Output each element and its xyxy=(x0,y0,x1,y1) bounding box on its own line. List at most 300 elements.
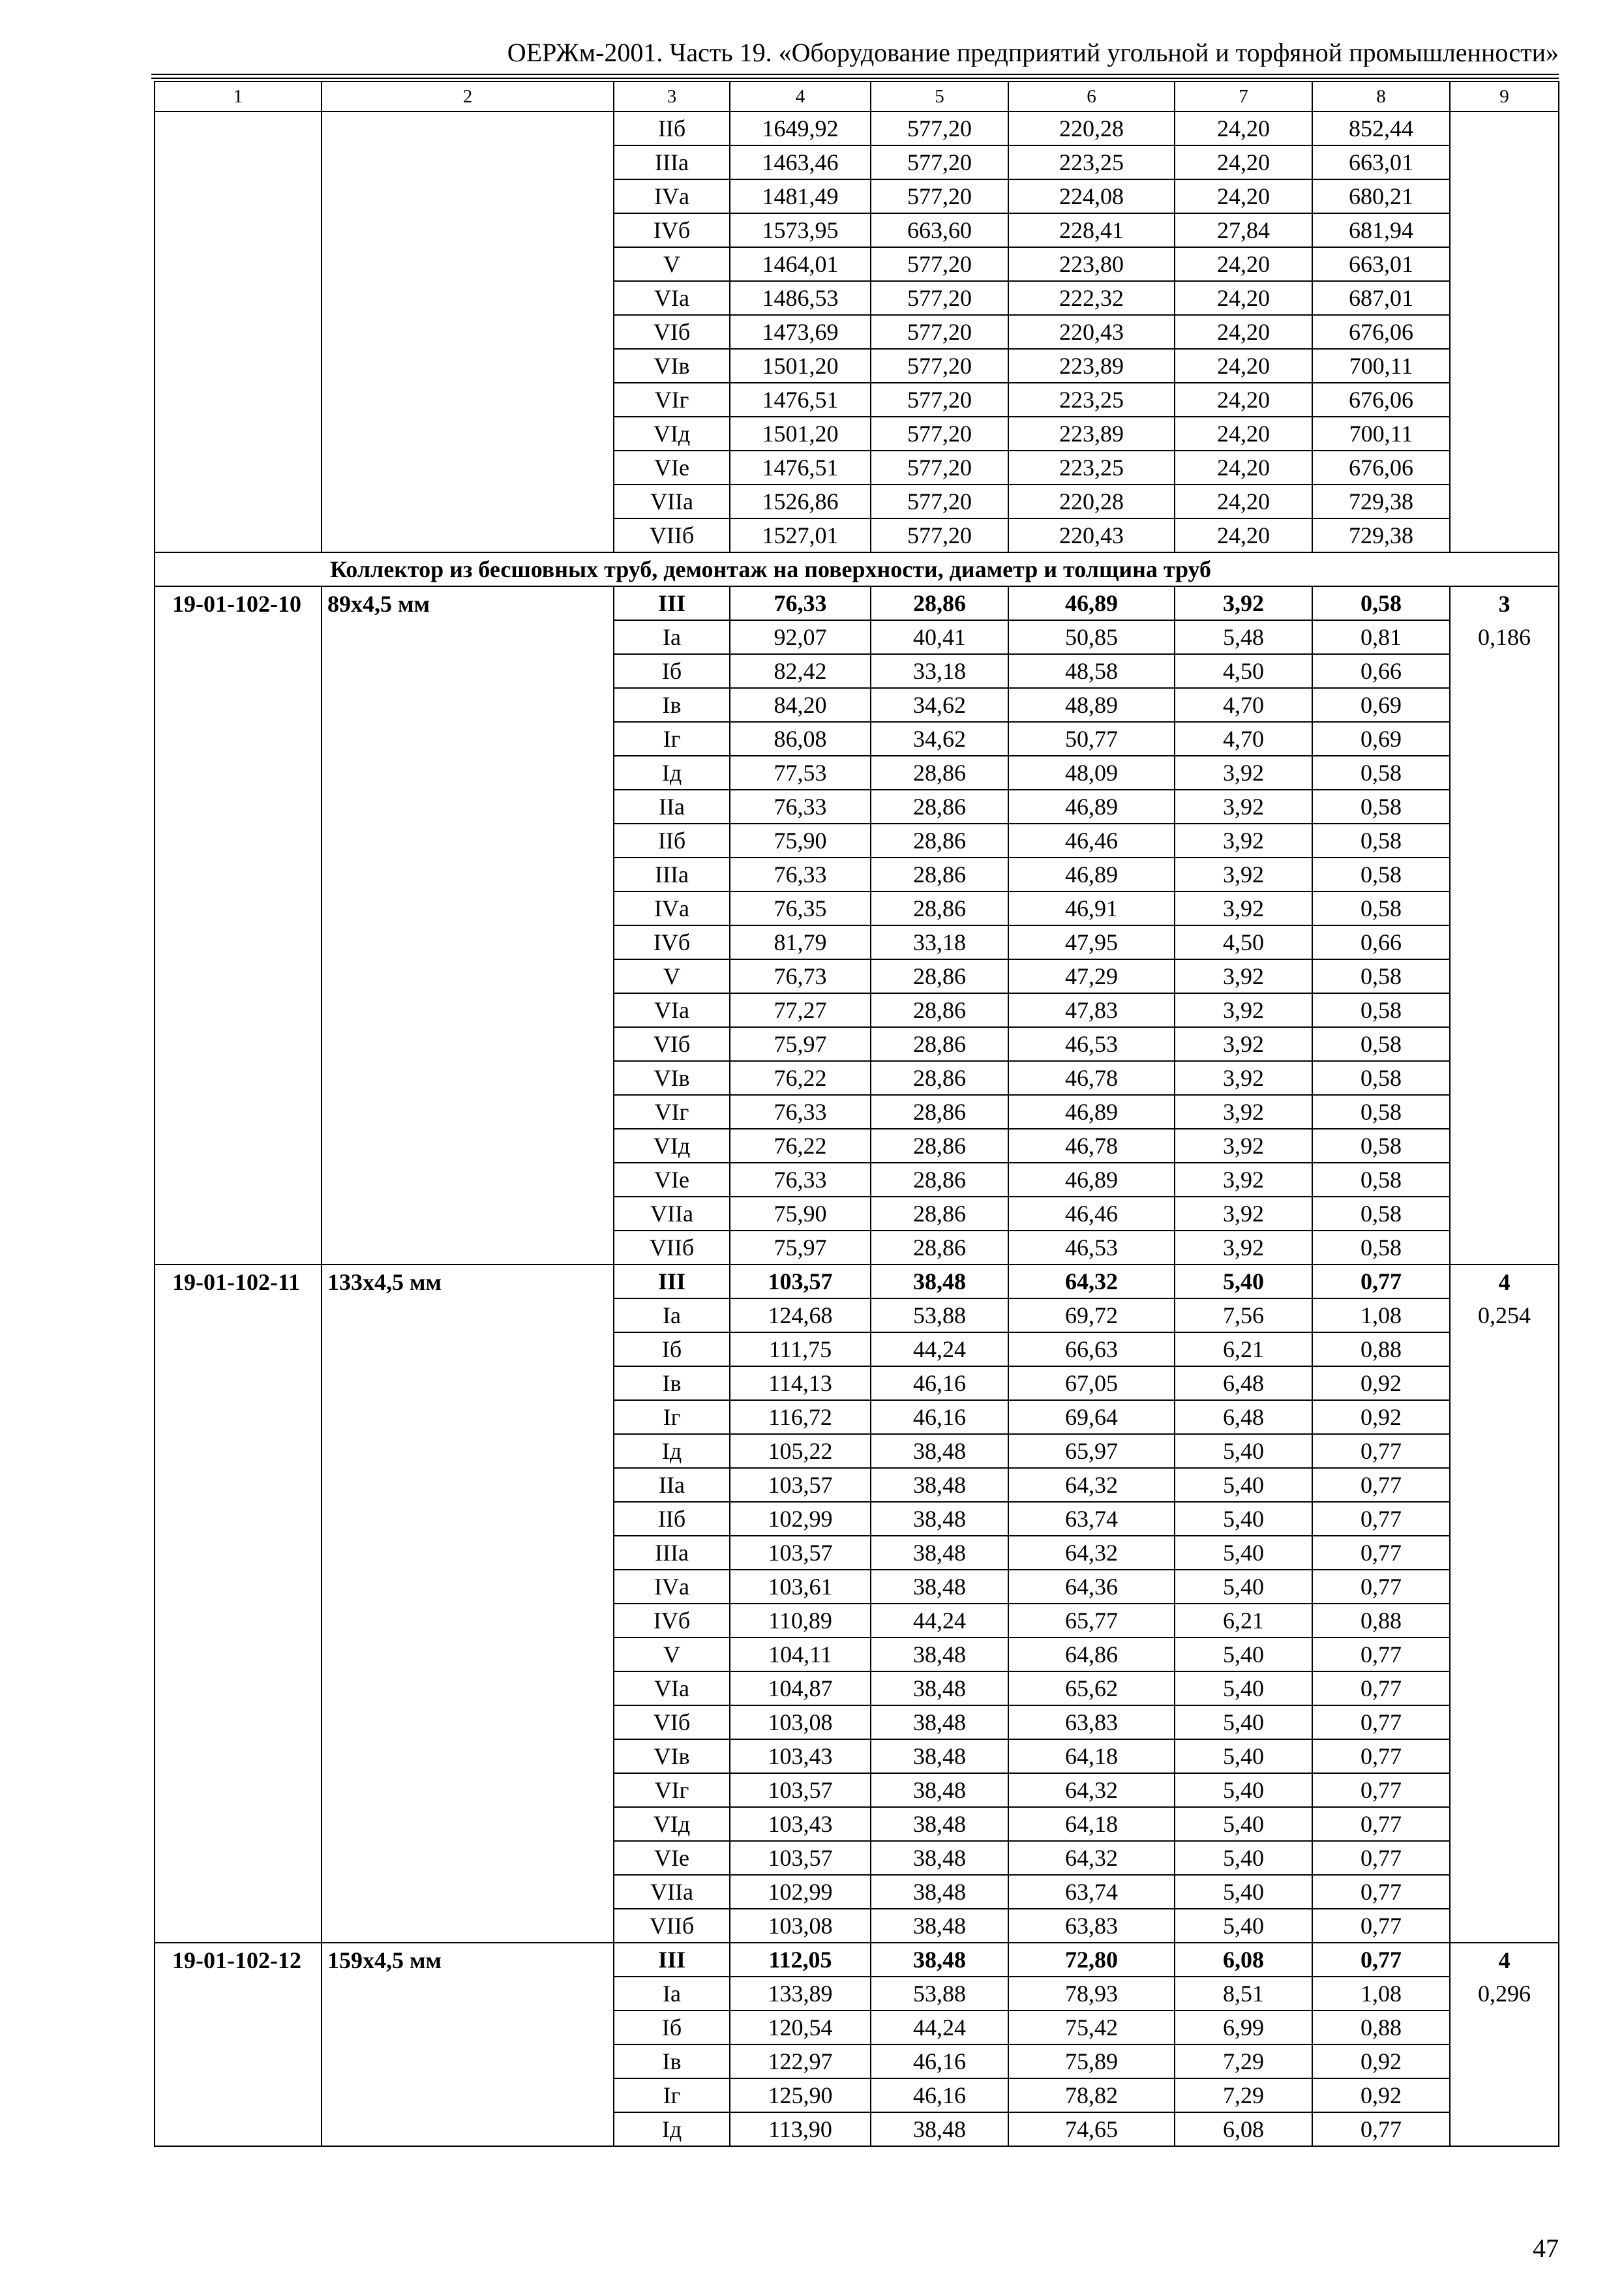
name-cell xyxy=(322,1231,614,1264)
value-cell: III xyxy=(614,1943,730,1977)
value-cell: 28,86 xyxy=(871,790,1008,824)
value-cell: 65,62 xyxy=(1008,1671,1175,1705)
value-cell: 103,57 xyxy=(730,1536,871,1570)
table-body xyxy=(155,82,1559,2146)
value-cell: 48,09 xyxy=(1008,756,1175,790)
table-row xyxy=(155,722,1559,756)
value-cell: 76,33 xyxy=(730,1095,871,1129)
value-cell: 77,53 xyxy=(730,756,871,790)
value-cell: 0,77 xyxy=(1312,1536,1450,1570)
value-cell: 64,18 xyxy=(1008,1739,1175,1773)
code-cell xyxy=(155,518,322,552)
name-cell xyxy=(322,722,614,756)
unit-cell xyxy=(1450,1875,1559,1909)
value-cell: 577,20 xyxy=(871,315,1008,349)
value-cell: 223,89 xyxy=(1008,349,1175,383)
code-cell xyxy=(155,112,322,145)
value-cell: 0,77 xyxy=(1312,1807,1450,1841)
name-cell xyxy=(322,1502,614,1536)
value-cell: 92,07 xyxy=(730,620,871,654)
unit-cell xyxy=(1450,891,1559,925)
value-cell: 6,99 xyxy=(1175,2011,1312,2044)
value-cell: 75,90 xyxy=(730,824,871,858)
table-row xyxy=(155,518,1559,552)
name-cell xyxy=(322,1163,614,1197)
section-title: Коллектор из бесшовных труб, демонтаж на поверхности, диаметр и толщина труб xyxy=(155,552,1559,586)
value-cell: VIг xyxy=(614,1773,730,1807)
value-cell: 102,99 xyxy=(730,1502,871,1536)
table-row xyxy=(155,586,1559,620)
unit-cell xyxy=(1450,1705,1559,1739)
value-cell: 577,20 xyxy=(871,485,1008,518)
code-cell xyxy=(155,1332,322,1366)
value-cell: 38,48 xyxy=(871,1841,1008,1875)
name-cell xyxy=(322,925,614,959)
value-cell: 0,58 xyxy=(1312,824,1450,858)
value-cell: 75,97 xyxy=(730,1027,871,1061)
value-cell: 113,90 xyxy=(730,2112,871,2146)
unit-cell xyxy=(1450,1163,1559,1197)
value-cell: 76,73 xyxy=(730,959,871,993)
unit-cell: 0,186 xyxy=(1450,620,1559,654)
name-cell xyxy=(322,1638,614,1671)
table-row xyxy=(155,654,1559,688)
value-cell: 1526,86 xyxy=(730,485,871,518)
value-cell: 53,88 xyxy=(871,1298,1008,1332)
value-cell: 676,06 xyxy=(1312,383,1450,417)
value-cell: VIб xyxy=(614,315,730,349)
unit-cell xyxy=(1450,213,1559,247)
name-cell xyxy=(322,824,614,858)
value-cell: 0,77 xyxy=(1312,2112,1450,2146)
section-row xyxy=(155,552,1559,586)
value-cell: 5,40 xyxy=(1175,1264,1312,1298)
value-cell: 5,48 xyxy=(1175,620,1312,654)
value-cell: 6,21 xyxy=(1175,1332,1312,1366)
value-cell: VIа xyxy=(614,1671,730,1705)
value-cell: VIд xyxy=(614,1807,730,1841)
value-cell: 28,86 xyxy=(871,756,1008,790)
value-cell: 223,25 xyxy=(1008,145,1175,179)
name-cell xyxy=(322,1400,614,1434)
name-cell xyxy=(322,349,614,383)
value-cell: 38,48 xyxy=(871,1943,1008,1977)
unit-cell xyxy=(1450,2112,1559,2146)
value-cell: 76,33 xyxy=(730,586,871,620)
unit-cell xyxy=(1450,518,1559,552)
value-cell: 3,92 xyxy=(1175,586,1312,620)
unit-cell xyxy=(1450,315,1559,349)
value-cell: 1473,69 xyxy=(730,315,871,349)
unit-cell: 0,296 xyxy=(1450,1977,1559,2011)
value-cell: 5,40 xyxy=(1175,1536,1312,1570)
code-cell xyxy=(155,756,322,790)
value-cell: 220,43 xyxy=(1008,315,1175,349)
unit-cell xyxy=(1450,925,1559,959)
value-cell: 3,92 xyxy=(1175,1197,1312,1231)
table-row xyxy=(155,1332,1559,1366)
value-cell: Iд xyxy=(614,756,730,790)
value-cell: 38,48 xyxy=(871,1570,1008,1604)
value-cell: VIг xyxy=(614,1095,730,1129)
value-cell: Iб xyxy=(614,2011,730,2044)
unit-cell xyxy=(1450,485,1559,518)
code-cell xyxy=(155,1638,322,1671)
column-number: 8 xyxy=(1312,82,1450,112)
value-cell: 47,83 xyxy=(1008,993,1175,1027)
value-cell: 38,48 xyxy=(871,1739,1008,1773)
value-cell: 0,58 xyxy=(1312,1197,1450,1231)
value-cell: 38,48 xyxy=(871,2112,1008,2146)
value-cell: V xyxy=(614,959,730,993)
name-cell xyxy=(322,383,614,417)
code-cell xyxy=(155,1841,322,1875)
name-cell xyxy=(322,1570,614,1604)
value-cell: 0,66 xyxy=(1312,654,1450,688)
value-cell: 65,97 xyxy=(1008,1434,1175,1468)
value-cell: 7,29 xyxy=(1175,2044,1312,2078)
column-number: 4 xyxy=(730,82,871,112)
value-cell: 222,32 xyxy=(1008,281,1175,315)
value-cell: 72,80 xyxy=(1008,1943,1175,1977)
name-cell xyxy=(322,1468,614,1502)
value-cell: 116,72 xyxy=(730,1400,871,1434)
name-cell xyxy=(322,1909,614,1943)
code-cell xyxy=(155,993,322,1027)
value-cell: 69,64 xyxy=(1008,1400,1175,1434)
value-cell: 24,20 xyxy=(1175,315,1312,349)
unit-cell xyxy=(1450,959,1559,993)
table-row xyxy=(155,417,1559,451)
value-cell: V xyxy=(614,1638,730,1671)
name-cell: 159х4,5 мм xyxy=(322,1943,614,1977)
value-cell: 44,24 xyxy=(871,2011,1008,2044)
code-cell: 19-01-102-12 xyxy=(155,1943,322,1977)
value-cell: 24,20 xyxy=(1175,281,1312,315)
unit-cell xyxy=(1450,145,1559,179)
unit-cell xyxy=(1450,1773,1559,1807)
code-cell xyxy=(155,1875,322,1909)
unit-cell xyxy=(1450,179,1559,213)
value-cell: Iа xyxy=(614,620,730,654)
unit-cell xyxy=(1450,2044,1559,2078)
value-cell: III xyxy=(614,586,730,620)
code-cell xyxy=(155,417,322,451)
value-cell: 5,40 xyxy=(1175,1773,1312,1807)
value-cell: VIIб xyxy=(614,518,730,552)
value-cell: 729,38 xyxy=(1312,518,1450,552)
code-cell xyxy=(155,1671,322,1705)
value-cell: 24,20 xyxy=(1175,451,1312,485)
value-cell: 24,20 xyxy=(1175,383,1312,417)
value-cell: Iв xyxy=(614,2044,730,2078)
value-cell: 104,11 xyxy=(730,1638,871,1671)
value-cell: 577,20 xyxy=(871,383,1008,417)
value-cell: 28,86 xyxy=(871,824,1008,858)
code-cell xyxy=(155,1739,322,1773)
value-cell: 102,99 xyxy=(730,1875,871,1909)
value-cell: 112,05 xyxy=(730,1943,871,1977)
value-cell: 69,72 xyxy=(1008,1298,1175,1332)
value-cell: 0,92 xyxy=(1312,2044,1450,2078)
table-row xyxy=(155,349,1559,383)
value-cell: 38,48 xyxy=(871,1773,1008,1807)
value-cell: 0,77 xyxy=(1312,1705,1450,1739)
value-cell: 28,86 xyxy=(871,1163,1008,1197)
value-cell: 76,22 xyxy=(730,1129,871,1163)
value-cell: 1464,01 xyxy=(730,247,871,281)
value-cell: 0,77 xyxy=(1312,1502,1450,1536)
value-cell: 0,69 xyxy=(1312,722,1450,756)
value-cell: 64,36 xyxy=(1008,1570,1175,1604)
value-cell: 3,92 xyxy=(1175,1129,1312,1163)
value-cell: IIа xyxy=(614,1468,730,1502)
code-cell xyxy=(155,790,322,824)
code-cell xyxy=(155,1570,322,1604)
code-cell xyxy=(155,1400,322,1434)
unit-cell xyxy=(1450,1807,1559,1841)
value-cell: 28,86 xyxy=(871,891,1008,925)
value-cell: 3,92 xyxy=(1175,756,1312,790)
table-row xyxy=(155,2112,1559,2146)
value-cell: 40,41 xyxy=(871,620,1008,654)
value-cell: VIIа xyxy=(614,1197,730,1231)
table-row xyxy=(155,1502,1559,1536)
value-cell: 24,20 xyxy=(1175,112,1312,145)
value-cell: 103,08 xyxy=(730,1909,871,1943)
code-cell xyxy=(155,1773,322,1807)
value-cell: 0,58 xyxy=(1312,1027,1450,1061)
value-cell: 577,20 xyxy=(871,349,1008,383)
table-row xyxy=(155,213,1559,247)
name-cell xyxy=(322,1739,614,1773)
value-cell: Iг xyxy=(614,722,730,756)
value-cell: 681,94 xyxy=(1312,213,1450,247)
value-cell: 3,92 xyxy=(1175,790,1312,824)
unit-cell xyxy=(1450,2011,1559,2044)
value-cell: 1501,20 xyxy=(730,349,871,383)
value-cell: 27,84 xyxy=(1175,213,1312,247)
value-cell: 38,48 xyxy=(871,1638,1008,1671)
page-header: ОЕРЖм-2001. Часть 19. «Оборудование предприятий угольной и торфяной промышленности» xyxy=(507,38,1559,67)
value-cell: 64,18 xyxy=(1008,1807,1175,1841)
name-cell: 89х4,5 мм xyxy=(322,586,614,620)
value-cell: 3,92 xyxy=(1175,1061,1312,1095)
value-cell: 28,86 xyxy=(871,959,1008,993)
value-cell: 6,48 xyxy=(1175,1366,1312,1400)
value-cell: 28,86 xyxy=(871,1095,1008,1129)
table-row xyxy=(155,1264,1559,1298)
table-row xyxy=(155,1027,1559,1061)
value-cell: VIг xyxy=(614,383,730,417)
table-row xyxy=(155,1400,1559,1434)
code-cell xyxy=(155,858,322,891)
value-cell: 75,89 xyxy=(1008,2044,1175,2078)
name-cell xyxy=(322,2112,614,2146)
unit-cell: 4 xyxy=(1450,1264,1559,1298)
value-cell: 0,77 xyxy=(1312,1434,1450,1468)
value-cell: 6,08 xyxy=(1175,1943,1312,1977)
code-cell xyxy=(155,654,322,688)
unit-cell xyxy=(1450,247,1559,281)
code-cell xyxy=(155,1807,322,1841)
unit-cell xyxy=(1450,1638,1559,1671)
value-cell: 24,20 xyxy=(1175,179,1312,213)
value-cell: 38,48 xyxy=(871,1468,1008,1502)
code-cell xyxy=(155,1061,322,1095)
code-cell xyxy=(155,1468,322,1502)
value-cell: 6,08 xyxy=(1175,2112,1312,2146)
value-cell: Iа xyxy=(614,1977,730,2011)
value-cell: 76,35 xyxy=(730,891,871,925)
table-row xyxy=(155,1943,1559,1977)
value-cell: Iд xyxy=(614,1434,730,1468)
unit-cell: 4 xyxy=(1450,1943,1559,1977)
unit-cell xyxy=(1450,993,1559,1027)
unit-cell xyxy=(1450,1197,1559,1231)
table-row xyxy=(155,858,1559,891)
code-cell xyxy=(155,2044,322,2078)
column-number: 6 xyxy=(1008,82,1175,112)
table-row xyxy=(155,485,1559,518)
table-row xyxy=(155,891,1559,925)
value-cell: 0,58 xyxy=(1312,891,1450,925)
value-cell: 120,54 xyxy=(730,2011,871,2044)
value-cell: 220,43 xyxy=(1008,518,1175,552)
value-cell: 104,87 xyxy=(730,1671,871,1705)
value-cell: 0,77 xyxy=(1312,1468,1450,1502)
value-cell: 0,92 xyxy=(1312,1400,1450,1434)
name-cell xyxy=(322,485,614,518)
unit-cell xyxy=(1450,1536,1559,1570)
value-cell: 1527,01 xyxy=(730,518,871,552)
value-cell: 46,46 xyxy=(1008,824,1175,858)
value-cell: 64,32 xyxy=(1008,1264,1175,1298)
value-cell: 5,40 xyxy=(1175,1468,1312,1502)
value-cell: 577,20 xyxy=(871,179,1008,213)
value-cell: 78,82 xyxy=(1008,2078,1175,2112)
value-cell: 24,20 xyxy=(1175,145,1312,179)
code-cell xyxy=(155,485,322,518)
name-cell xyxy=(322,2044,614,2078)
table-row xyxy=(155,1163,1559,1197)
table-row xyxy=(155,1909,1559,1943)
value-cell: VIе xyxy=(614,451,730,485)
name-cell xyxy=(322,1298,614,1332)
value-cell: 0,77 xyxy=(1312,1909,1450,1943)
name-cell xyxy=(322,145,614,179)
name-cell xyxy=(322,518,614,552)
value-cell: 5,40 xyxy=(1175,1570,1312,1604)
name-cell xyxy=(322,1129,614,1163)
value-cell: 5,40 xyxy=(1175,1909,1312,1943)
header-rule xyxy=(151,74,1559,75)
unit-cell xyxy=(1450,281,1559,315)
value-cell: 38,48 xyxy=(871,1705,1008,1739)
value-cell: 5,40 xyxy=(1175,1739,1312,1773)
table-row xyxy=(155,1197,1559,1231)
value-cell: 3,92 xyxy=(1175,891,1312,925)
unit-cell xyxy=(1450,1909,1559,1943)
value-cell: 5,40 xyxy=(1175,1841,1312,1875)
value-cell: 1476,51 xyxy=(730,383,871,417)
value-cell: IIIа xyxy=(614,1536,730,1570)
value-cell: 1481,49 xyxy=(730,179,871,213)
value-cell: 28,86 xyxy=(871,1129,1008,1163)
value-cell: 38,48 xyxy=(871,1671,1008,1705)
value-cell: 24,20 xyxy=(1175,518,1312,552)
value-cell: 103,57 xyxy=(730,1773,871,1807)
value-cell: IIб xyxy=(614,824,730,858)
value-cell: 5,40 xyxy=(1175,1875,1312,1909)
table-row xyxy=(155,247,1559,281)
value-cell: 0,58 xyxy=(1312,1061,1450,1095)
header-rule xyxy=(151,78,1559,79)
value-cell: 0,81 xyxy=(1312,620,1450,654)
value-cell: 663,01 xyxy=(1312,145,1450,179)
value-cell: 64,32 xyxy=(1008,1468,1175,1502)
unit-cell xyxy=(1450,1468,1559,1502)
unit-cell xyxy=(1450,790,1559,824)
table-row xyxy=(155,959,1559,993)
unit-cell xyxy=(1450,1332,1559,1366)
value-cell: 64,32 xyxy=(1008,1841,1175,1875)
value-cell: 46,89 xyxy=(1008,790,1175,824)
value-cell: 38,48 xyxy=(871,1875,1008,1909)
table-row xyxy=(155,1061,1559,1095)
value-cell: IVа xyxy=(614,179,730,213)
value-cell: Iв xyxy=(614,688,730,722)
value-cell: Iб xyxy=(614,1332,730,1366)
name-cell xyxy=(322,112,614,145)
unit-cell xyxy=(1450,451,1559,485)
code-cell xyxy=(155,145,322,179)
value-cell: 47,95 xyxy=(1008,925,1175,959)
unit-cell xyxy=(1450,1841,1559,1875)
table-row xyxy=(155,315,1559,349)
value-cell: VIIа xyxy=(614,485,730,518)
name-cell xyxy=(322,417,614,451)
value-cell: 76,22 xyxy=(730,1061,871,1095)
value-cell: 75,42 xyxy=(1008,2011,1175,2044)
value-cell: 0,88 xyxy=(1312,1332,1450,1366)
column-number: 2 xyxy=(322,82,614,112)
name-cell xyxy=(322,2078,614,2112)
name-cell xyxy=(322,1977,614,2011)
table-row xyxy=(155,1977,1559,2011)
value-cell: 577,20 xyxy=(871,145,1008,179)
table-row xyxy=(155,993,1559,1027)
value-cell: 46,53 xyxy=(1008,1027,1175,1061)
value-cell: 64,32 xyxy=(1008,1536,1175,1570)
value-cell: 48,89 xyxy=(1008,688,1175,722)
value-cell: Iг xyxy=(614,2078,730,2112)
value-cell: 122,97 xyxy=(730,2044,871,2078)
value-cell: V xyxy=(614,247,730,281)
value-cell: 64,86 xyxy=(1008,1638,1175,1671)
unit-cell xyxy=(1450,654,1559,688)
value-cell: 46,91 xyxy=(1008,891,1175,925)
code-cell xyxy=(155,1705,322,1739)
value-cell: 46,46 xyxy=(1008,1197,1175,1231)
table-row xyxy=(155,1773,1559,1807)
value-cell: 3,92 xyxy=(1175,959,1312,993)
value-cell: 0,66 xyxy=(1312,925,1450,959)
name-cell xyxy=(322,1061,614,1095)
value-cell: 33,18 xyxy=(871,654,1008,688)
unit-cell xyxy=(1450,1061,1559,1095)
value-cell: 0,58 xyxy=(1312,756,1450,790)
